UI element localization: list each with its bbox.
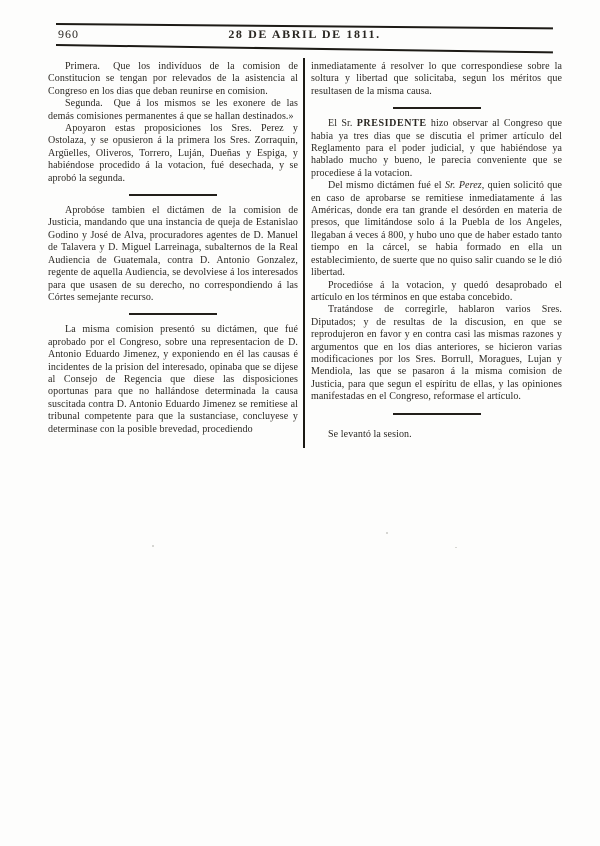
paragraph-primera: Primera. Que los indivíduos de la comision de Constitucion se tengan por relevados de la asistencia al Congreso en los dias que deban reunirse en comision.	[48, 61, 298, 97]
paragraph-rest-text: hizo observar al Congreso que habia ya tres dias que se discutia el primer artículo del Reglamento para el poder judicial, y que habiéndose ya hablado mucho y bueno, le parecia conveniente que se procediese á la votacion.	[311, 118, 562, 179]
section-divider	[129, 194, 217, 196]
session-closing-line: Se levantó la sesion.	[328, 428, 412, 440]
header-rule-bottom	[56, 44, 553, 53]
section-divider	[129, 313, 217, 315]
speaker-name: PRESIDENTE	[356, 118, 427, 130]
paragraph-presidente	[311, 118, 562, 180]
paragraph-aprobose: Aprobóse tambien el dictámen de la comision de Justicia, mandando que una instancia de queja de Estanislao Godino y José de Alva, procuradores agentes de D. Manuel de Talavera y D. Miguel Larreinaga, subalternos de la Real Audiencia de Guatemala, contra D. Antonio Gonzalez, regente de aquella Audiencia, se devolviese á los interesados para que usasen de su derecho, no correspondiendo á las Córtes semejante recurso.	[48, 205, 298, 303]
page-number: 960	[58, 27, 79, 41]
text-columns	[48, 61, 562, 441]
paragraph-continuation: inmediatamente á resolver lo que correspondiese sobre la soltura y libertad que solicitaba, segun los méritos que resultasen de la misma causa.	[311, 61, 562, 97]
paragraph-rest-text: , quien solicitó que en caso de aprobarse se remitiese inmediatamente á las Américas, donde era tan grande el desórden en materia de presos, que limitándose solo á la Puebla de los Angeles, llegaban á veces á 800, y hubo uno que de haber estado tanto tiempo en la cárcel, se habia formado en ella un establecimiento, de suerte que no quiso salir cuando se le dió libertad.	[311, 180, 562, 279]
page-date-heading: 28 DE ABRIL DE 1811.	[228, 27, 381, 41]
paragraph-perez	[311, 180, 562, 279]
left-column	[48, 61, 298, 441]
paragraph-la-misma-comision: La misma comision presentó su dictámen, que fué aprobado por el Congreso, sobre una representacion de D. Antonio Eduardo Jimenez, y exponiendo en él las causas é incidentes de la prision del interesado, opinaba que se dijese al Consejo de Regencia que diese las disposiciones oportunas para que no hallándose determinada la causa suscitada contra D. Antonio Eduardo Jimenez se remitiese al tribunal competente para que la sustanciase, concluyese y determinase con la posible brevedad, procediendo	[48, 324, 298, 435]
paragraph-votacion: Procedióse á la votacion, y quedó desaprobado el artículo en los términos en que estaba concebido.	[311, 279, 562, 303]
paper-speck	[386, 532, 388, 534]
paper-speck	[455, 547, 457, 548]
paragraph-lead-text: El Sr.	[328, 118, 357, 130]
paragraph-lead-text: Del mismo dictámen fué el	[328, 180, 445, 192]
paragraph-apoyaron: Apoyaron estas proposiciones los Sres. Perez y Ostolaza, y se opusieron á la primera los Sres. Zorraquin, Argüelles, Oliveros, Torrero, Luján, Dueñas y Espiga, y habiéndose procedido á la votacion, fué desechada, y se aprobó la segunda.	[48, 123, 298, 184]
paragraph-segunda: Segunda. Que á los mismos se les exonere de las demás comisiones permanentes á que se hallan destinados.»	[48, 98, 298, 122]
right-column	[311, 61, 562, 441]
paper-speck	[152, 545, 154, 547]
speaker-name-italic: Sr. Perez	[444, 180, 482, 192]
section-divider	[393, 107, 481, 109]
section-divider	[393, 413, 481, 415]
paragraph-tratandose: Tratándose de corregirle, hablaron varios Sres. Diputados; y de resultas de la discusion, en que se reprodujeron en favor y en contra casi las mismas razones y argumentos que en los dias anteriores, se hicieron varias modificaciones por los Sres. Borrull, Moragues, Lujan y Mendiola, las que se pasaron á la misma comision de Justicia, para que segun el espíritu de ellas, y las opiniones manifestadas en el Congreso, reformase el artículo.	[311, 304, 562, 403]
